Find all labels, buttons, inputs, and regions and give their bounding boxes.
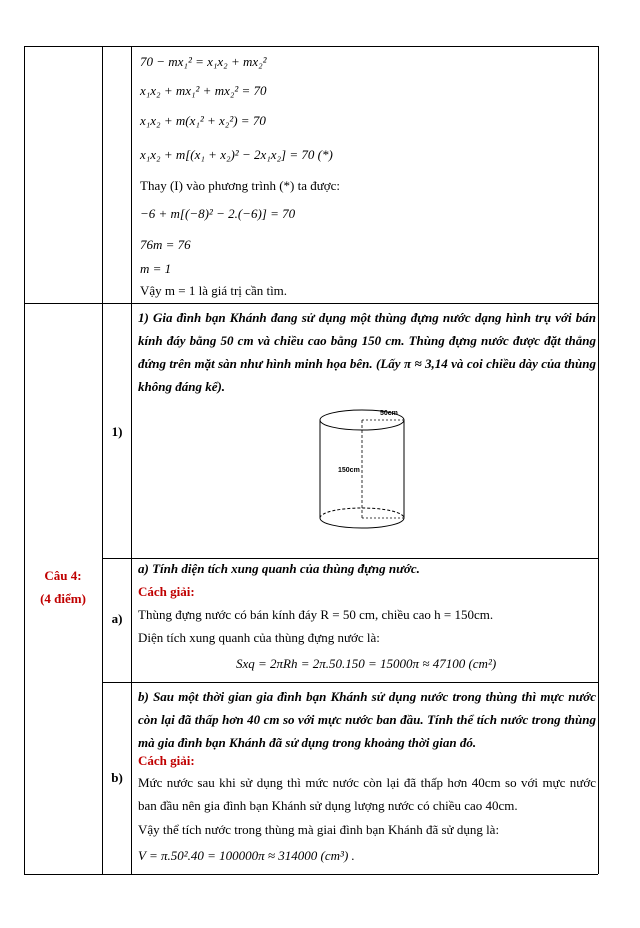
part-a-prompt: a) Tính diện tích xung quanh của thùng đựng nước.	[138, 561, 420, 576]
column-divider-2	[131, 46, 132, 874]
table-top-border	[24, 46, 598, 47]
height-label: 150cm	[338, 467, 360, 474]
equation-line: x₁x₂ + mx₁² + mx₂² = 70	[140, 83, 267, 98]
equation-line: 76m = 76	[140, 237, 191, 252]
radius-label: 50cm	[380, 410, 398, 417]
cylinder-figure	[300, 406, 440, 536]
part-label-1: 1)	[111, 424, 123, 439]
part-a-formula: Sxq = 2πRh = 2π.50.150 = 15000π ≈ 47100 (cm²)	[236, 656, 497, 671]
method-heading: Cách giải:	[138, 753, 195, 768]
part-b-line: Vậy thể tích nước trong thùng mà giai đình bạn Khánh đã sử dụng là:	[138, 822, 500, 837]
text-line: Thay (I) vào phương trình (*) ta được:	[140, 178, 341, 193]
row-divider-part-b	[102, 682, 598, 683]
column-divider-1	[102, 46, 103, 874]
part1-problem-text: 1) Gia đình bạn Khánh đang sử dụng một thùng đựng nước dạng hình trụ với bán kính đáy bằng 50 cm và chiều cao bằng 150 cm. Thùng đựng nước được đặt thẳng đứng trên mặt sàn như hình minh họa bên. (Lấy π ≈ 3,14 và coi chiều dày của thùng không đáng kể).	[138, 310, 596, 394]
question-label: Câu 4:	[44, 568, 82, 583]
table-bottom-border	[24, 874, 598, 875]
part-a-line: Diện tích xung quanh của thùng đựng nước là:	[138, 630, 380, 645]
equation-line: x₁x₂ + m(x₁² + x₂²) = 70	[140, 113, 266, 128]
table-right-border	[598, 46, 599, 874]
equation-line: 70 − mx₁² = x₁x₂ + mx₂²	[140, 54, 267, 69]
row-divider-question	[24, 303, 598, 304]
part-label-b: b)	[111, 770, 123, 785]
part-b-formula: V = π.50².40 = 100000π ≈ 314000 (cm³) .	[138, 848, 355, 863]
part-b-line: Mức nước sau khi sử dụng thì mức nước còn lại đã thấp hơn 40cm so với mực nước ban đầu nên gia đình bạn Khánh sử dụng lượng nước có chiều cao 40cm.	[138, 775, 596, 813]
row-divider-part-a	[102, 558, 598, 559]
equation-line: m = 1	[140, 261, 172, 276]
conclusion-line: Vậy m = 1 là giá trị cần tìm.	[140, 283, 288, 298]
equation-line: −6 + m[(−8)² − 2.(−6)] = 70	[140, 206, 296, 221]
table-left-border	[24, 46, 25, 874]
equation-line: x₁x₂ + m[(x₁ + x₂)² − 2x₁x₂] = 70 (*)	[140, 147, 333, 162]
part-label-a: a)	[111, 611, 123, 626]
method-heading: Cách giải:	[138, 584, 195, 599]
question-points: (4 điểm)	[40, 591, 86, 606]
part-a-line: Thùng đựng nước có bán kính đáy R = 50 cm, chiều cao h = 150cm.	[138, 607, 494, 622]
part-b-prompt: b) Sau một thời gian gia đình bạn Khánh sử dụng nước trong thùng thì mực nước còn lại đã thấp hơn 40 cm so với mực nước ban đầu. Tính thể tích nước trong thùng mà gia đình bạn Khánh đã sử dụng trong khoảng thời gian đó.	[138, 689, 596, 750]
